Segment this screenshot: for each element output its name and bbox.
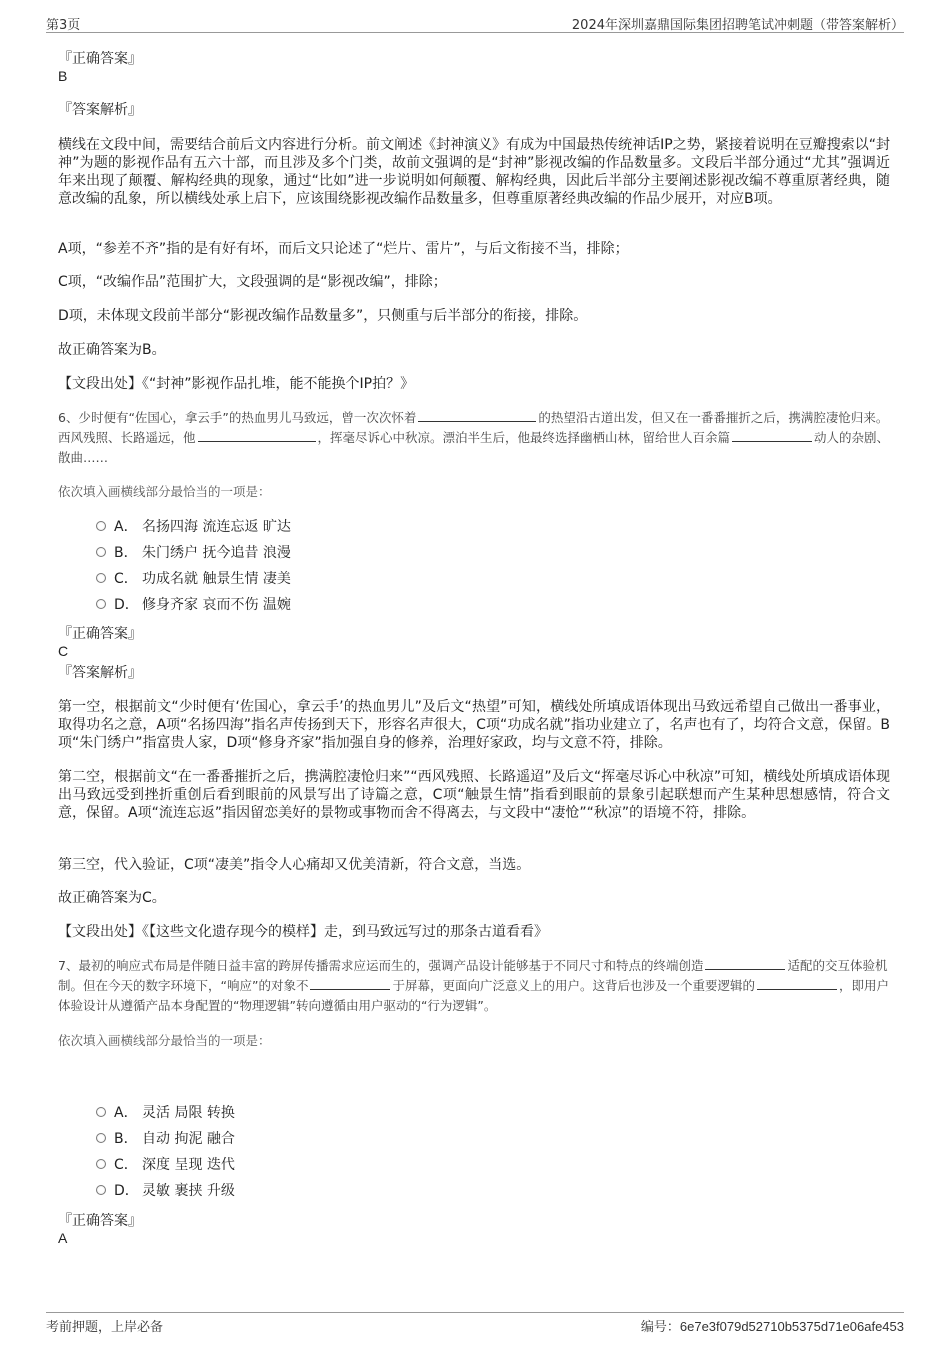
- q5-analysis-p4: D项，未体现文段前半部分“影视改编作品数量多”，只侧重与后半部分的衔接，排除。: [58, 308, 588, 324]
- q5-source: 【文段出处】《“封神”影视作品扎堆，能不能换个IP拍？》: [58, 376, 415, 392]
- radio-icon[interactable]: [96, 1107, 106, 1117]
- q6-option-b[interactable]: B． 朱门绣户 抚今追昔 浪漫: [96, 544, 291, 562]
- document-title: 2024年深圳嘉鼎国际集团招聘笔试冲刺题（带答案解析）: [571, 18, 904, 33]
- q6-correct-label: 『正确答案』: [58, 626, 142, 642]
- q6-answer: C: [58, 643, 69, 659]
- q7-stem: 7、最初的响应式布局是伴随日益丰富的跨屏传播需求应运而生的，强调产品设计能够基于不同尺寸和特点的终端创造 适配的交互体验机制。但在今天的数字环境下，“响应”的对象不 于屏幕，更面向广泛意义上的用户。这背后也涉及一个重要逻辑的 ，即用户体验设计从遵循产品本身配置的“物理逻辑”转向遵循由用户驱动的“行为逻辑”。: [58, 958, 889, 1013]
- q6-instruction: 依次填入画横线部分最恰当的一项是：: [58, 484, 271, 499]
- radio-icon[interactable]: [96, 521, 106, 531]
- q7-answer: A: [58, 1230, 68, 1246]
- q5-conclusion: 故正确答案为B。: [58, 342, 166, 358]
- q7-option-a[interactable]: A． 灵活 局限 转换: [96, 1104, 235, 1122]
- radio-icon[interactable]: [96, 1133, 106, 1143]
- blank-2: [198, 429, 316, 442]
- q7-option-d[interactable]: D． 灵敏 裹挟 升级: [96, 1182, 235, 1200]
- radio-icon[interactable]: [96, 1159, 106, 1169]
- q7-instruction: 依次填入画横线部分最恰当的一项是：: [58, 1033, 271, 1048]
- q6-option-c[interactable]: C． 功成名就 触景生情 凄美: [96, 570, 291, 588]
- radio-icon[interactable]: [96, 573, 106, 583]
- document-code: 编号：6e7e3f079d52710b5375d71e06afe453: [640, 1319, 904, 1335]
- q6-source: 【文段出处】《【这些文化遗存现今的模样】走，到马致远写过的那条古道看看》: [58, 924, 548, 940]
- q6-analysis-p3: 第三空，代入验证，C项“凄美”指令人心痛却又优美清新，符合文意，当选。: [58, 857, 531, 873]
- blank-2: [310, 977, 390, 990]
- q5-analysis-p2: A项，“参差不齐”指的是有好有坏，而后文只论述了“烂片、雷片”，与后文衔接不当，排除；: [58, 241, 629, 257]
- page-number: 第3页: [46, 18, 81, 33]
- q5-analysis-p1: 横线在文段中间，需要结合前后文内容进行分析。前文阐述《封神演义》有成为中国最热传统神话IP之势，紧接着说明在豆瓣搜索以“封神”为题的影视作品有五六十部，而且涉及多个门类，故前文强调的是“封神”影视改编的作品数量多。文段后半部分通过“尤其”强调近年来出现了颠覆、解构经典的现象，通过“比如”进一步说明如何颠覆、解构经典，因此后半部分主要阐述影视改编不尊重原著经典，随意改编的乱象，所以横线处承上启下，应该围绕影视改编作品数量多，但尊重原著经典改编的作品少展开，对应B项。: [58, 137, 890, 207]
- q6-conclusion: 故正确答案为C。: [58, 890, 166, 906]
- q6-analysis-p1: 第一空，根据前文“少时便有‘佐国心，拿云手’的热血男儿”及后文“热望”可知，横线处所填成语体现出马致远希望自己做出一番事业，取得功名之意，A项“名扬四海”指名声传扬到天下，形容名声很大，C项“功成名就”指功业建立了，名声也有了，均符合文意，保留。B项“朱门绣户”指富贵人家，D项“修身齐家”指加强自身的修养，治理好家政，均与文意不符，排除。: [58, 699, 890, 751]
- q6-option-a[interactable]: A． 名扬四海 流连忘返 旷达: [96, 518, 291, 536]
- blank-1: [418, 409, 536, 422]
- blank-3: [757, 977, 837, 990]
- q6-option-d[interactable]: D． 修身齐家 哀而不伤 温婉: [96, 596, 291, 614]
- radio-icon[interactable]: [96, 599, 106, 609]
- page-footer: [46, 1312, 904, 1335]
- blank-1: [705, 957, 785, 970]
- q6-analysis-p2: 第二空，根据前文“在一番番摧折之后，携满腔凄怆归来”“西风残照、长路遥迢”及后文“挥毫尽诉心中秋凉”可知，横线处所填成语体现出马致远受到挫折重创后看到眼前的风景写出了诗篇之意，C项“触景生情”指看到眼前的景象引起联想而产生某种思想感情，符合文意，保留。A项“流连忘返”指因留恋美好的景物或事物而舍不得离去，与文段中“凄怆”“秋凉”的语境不符，排除。: [58, 769, 890, 821]
- page-header: [46, 12, 904, 33]
- q7-option-c[interactable]: C． 深度 呈现 迭代: [96, 1156, 235, 1174]
- blank-3: [732, 429, 812, 442]
- radio-icon[interactable]: [96, 1185, 106, 1195]
- q5-analysis-p3: C项，“改编作品”范围扩大，文段强调的是“影视改编”，排除；: [58, 274, 447, 290]
- q6-analysis-label: 『答案解析』: [58, 665, 142, 681]
- q7-correct-label: 『正确答案』: [58, 1213, 142, 1229]
- footer-slogan: 考前押题，上岸必备: [46, 1320, 164, 1335]
- q7-option-b[interactable]: B． 自动 拘泥 融合: [96, 1130, 235, 1148]
- q5-answer: B: [58, 68, 68, 84]
- q5-analysis-label: 『答案解析』: [58, 102, 142, 118]
- q5-correct-label: 『正确答案』: [58, 51, 142, 67]
- q6-stem: 6、少时便有“佐国心，拿云手”的热血男儿马致远，曾一次次怀着 的热望沿古道出发，但又在一番番摧折之后，携满腔凄怆归来。西风残照、长路遥远，他 ，挥毫尽诉心中秋凉。漂泊半生后，他最终选择幽栖山林，留给世人百余篇 动人的杂剧、散曲……: [58, 410, 890, 465]
- radio-icon[interactable]: [96, 547, 106, 557]
